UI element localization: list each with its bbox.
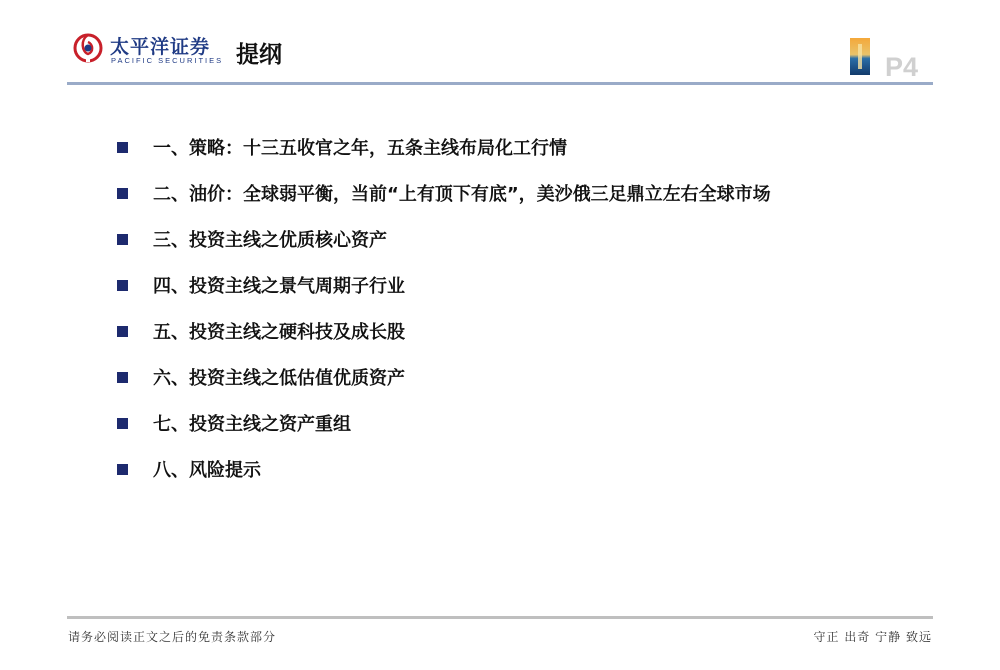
- outline-item-text: 四、投资主线之景气周期子行业: [153, 276, 405, 297]
- outline-item-text: 二、油价：全球弱平衡，当前“上有顶下有底”，美沙俄三足鼎立左右全球市场: [153, 184, 771, 205]
- footer-motto: 守正 出奇 宁静 致远: [813, 630, 932, 644]
- outline-item: [117, 364, 405, 390]
- outline-item: [117, 456, 261, 482]
- square-bullet-icon: [117, 188, 128, 199]
- outline-item-text: 三、投资主线之优质核心资产: [153, 230, 387, 251]
- outline-item: [117, 272, 405, 298]
- square-bullet-icon: [117, 464, 128, 475]
- outline-item: [117, 226, 387, 252]
- square-bullet-icon: [117, 418, 128, 429]
- outline-item: [117, 134, 567, 160]
- outline-item-text: 一、策略：十三五收官之年，五条主线布局化工行情: [153, 138, 567, 159]
- footer-divider: [67, 616, 933, 619]
- brand-name-en: PACIFIC SECURITIES: [111, 56, 224, 65]
- page-title: 提纲: [236, 41, 282, 68]
- footer-disclaimer: 请务必阅读正文之后的免责条款部分: [68, 630, 277, 644]
- outline-item: [117, 318, 405, 344]
- outline-item-text: 七、投资主线之资产重组: [153, 414, 351, 435]
- outline-item-text: 六、投资主线之低估值优质资产: [153, 368, 405, 389]
- square-bullet-icon: [117, 234, 128, 245]
- brand-name-cn: 太平洋证券: [110, 36, 211, 58]
- square-bullet-icon: [117, 280, 128, 291]
- page-number: P4: [885, 52, 919, 82]
- square-bullet-icon: [117, 372, 128, 383]
- outline-item: [117, 410, 351, 436]
- square-bullet-icon: [117, 142, 128, 153]
- outline-item-text: 五、投资主线之硬科技及成长股: [153, 322, 405, 343]
- outline-item: [117, 180, 771, 206]
- square-bullet-icon: [117, 326, 128, 337]
- outline-item-text: 八、风险提示: [153, 460, 261, 481]
